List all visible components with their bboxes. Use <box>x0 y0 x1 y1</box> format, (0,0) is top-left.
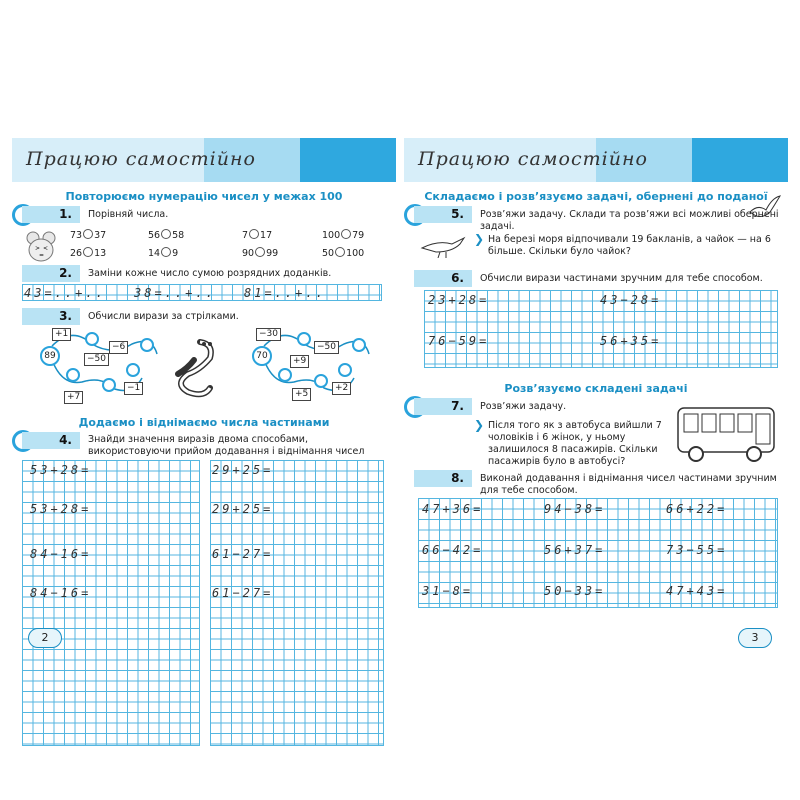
chain-start: 70 <box>252 346 272 366</box>
task-text: Обчисли вирази частинами зручним для тебе способом. <box>480 273 763 284</box>
handwritten-expr: 61−27= <box>212 547 274 561</box>
chevron-right-icon: ❯ <box>474 418 485 432</box>
chain-op: −6 <box>109 341 128 354</box>
chain-blank[interactable] <box>338 363 352 377</box>
page-number: 2 <box>28 628 62 648</box>
task-number: 2. <box>22 265 80 282</box>
chain-blank[interactable] <box>278 368 292 382</box>
task-number: 8. <box>414 470 472 487</box>
task-number: 4. <box>22 432 80 449</box>
handwritten-expr: 56+37= <box>544 543 606 557</box>
problem-text: Після того як з автобуса вийшли 7 чоловіків і 6 жінок, у ньому залишилося 8 пасажирів. Скільки пасажирів було в автобусі? <box>488 420 662 467</box>
compare-item: 100 79 <box>322 230 365 241</box>
chain-op: −30 <box>256 328 281 341</box>
section-title: Додаємо і віднімаємо числа частинами <box>78 416 330 429</box>
left-page <box>12 138 396 658</box>
bus-icon <box>674 402 778 464</box>
handwritten-expr: 56+35= <box>600 334 662 348</box>
handwritten-expr: 53+28= <box>30 463 92 477</box>
compare-item: 50 100 <box>322 248 365 259</box>
chain-op: −50 <box>84 353 109 366</box>
task-text: Обчисли вирази за стрілками. <box>88 311 239 322</box>
task-number: 1. <box>22 206 80 223</box>
compare-circle[interactable] <box>161 247 171 257</box>
handwritten-expr: 47+43= <box>666 584 728 598</box>
chain-op: −50 <box>314 341 339 354</box>
svg-text:<: < <box>43 245 49 252</box>
handwritten-expr: 38=..+.. <box>134 286 216 300</box>
chain-start: 89 <box>40 346 60 366</box>
chain-op: −1 <box>124 382 143 395</box>
task-text: Виконай додавання і віднімання чисел частинами зручним для тебе способом. <box>480 473 777 496</box>
task-number: 7. <box>414 398 472 415</box>
chain-op: +9 <box>290 355 309 368</box>
compare-circle[interactable] <box>335 247 345 257</box>
compare-item: 26 13 <box>70 248 107 259</box>
compare-circle[interactable] <box>341 229 351 239</box>
task-text: Розв’яжи задачу. <box>480 401 567 412</box>
chain-blank[interactable] <box>66 368 80 382</box>
handwritten-expr: 81=..+.. <box>244 286 326 300</box>
chain-op: +1 <box>52 328 71 341</box>
chain-op: +2 <box>332 382 351 395</box>
handwritten-expr: 31−8= <box>422 584 474 598</box>
handwritten-expr: 50−33= <box>544 584 606 598</box>
section-title: Повторюємо нумерацію чисел у межах 100 <box>65 190 343 203</box>
page-number: 3 <box>738 628 772 648</box>
cormorant-icon <box>418 232 470 258</box>
chain-blank[interactable] <box>85 332 99 346</box>
chain-op: +7 <box>64 391 83 404</box>
task-text: Розв’яжи задачу. Склади та розв’яжи всі можливі обернені задачі. <box>480 209 779 232</box>
chevron-right-icon: ❯ <box>474 232 485 246</box>
chain-op: +5 <box>292 388 311 401</box>
handwritten-expr: 43=..+.. <box>24 286 106 300</box>
right-header <box>404 138 788 182</box>
compare-circle[interactable] <box>249 229 259 239</box>
svg-text:>: > <box>35 245 41 252</box>
handwritten-expr: 61−27= <box>212 586 274 600</box>
task-number: 3. <box>22 308 80 325</box>
compare-circle[interactable] <box>83 229 93 239</box>
handwritten-expr: 29+25= <box>212 502 274 516</box>
section-title: Розв’язуємо складені задачі <box>504 382 688 395</box>
chain-blank[interactable] <box>314 374 328 388</box>
compare-item: 90 99 <box>242 248 279 259</box>
handwritten-expr: 84−16= <box>30 547 92 561</box>
compare-item: 73 37 <box>70 230 107 241</box>
handwritten-expr: 23+28= <box>428 293 490 307</box>
problem-text: На березі моря відпочивали 19 бакланів, а чайок — на 6 більше. Скільки було чайок? <box>488 234 771 257</box>
chain-blank[interactable] <box>297 332 311 346</box>
chain-blank[interactable] <box>140 338 154 352</box>
handwritten-expr: 66+22= <box>666 502 728 516</box>
right-page <box>404 138 788 658</box>
handwritten-expr: 73−55= <box>666 543 728 557</box>
handwritten-expr: 29+25= <box>212 463 274 477</box>
compare-circle[interactable] <box>83 247 93 257</box>
compare-item: 14 9 <box>148 248 179 259</box>
task-number: 5. <box>414 206 472 223</box>
handwritten-expr: 47+36= <box>422 502 484 516</box>
handwritten-expr: 76−59= <box>428 334 490 348</box>
svg-text:=: = <box>39 252 45 259</box>
header-title: Працюю самостійно <box>418 148 648 170</box>
task-number: 6. <box>414 270 472 287</box>
left-header <box>12 138 396 182</box>
snake-icon <box>170 334 226 406</box>
handwritten-expr: 53+28= <box>30 502 92 516</box>
chain-blank[interactable] <box>102 378 116 392</box>
header-title: Працюю самостійно <box>26 148 256 170</box>
handwritten-expr: 66−42= <box>422 543 484 557</box>
section-title: Складаємо і розв’язуємо задачі, обернені до поданої <box>424 190 768 203</box>
chain-blank[interactable] <box>126 363 140 377</box>
compare-item: 56 58 <box>148 230 185 241</box>
compare-circle[interactable] <box>161 229 171 239</box>
task-text: Знайди значення виразів двома способами, використовуючи прийом додавання і віднімання чисел <box>88 434 365 457</box>
task-text: Порівняй числа. <box>88 209 169 220</box>
handwritten-expr: 43−28= <box>600 293 662 307</box>
chain-blank[interactable] <box>352 338 366 352</box>
handwritten-expr: 94−38= <box>544 502 606 516</box>
compare-item: 7 17 <box>242 230 273 241</box>
handwritten-expr: 84−16= <box>30 586 92 600</box>
compare-circle[interactable] <box>255 247 265 257</box>
mouse-icon <box>24 230 58 264</box>
task-text: Заміни кожне число сумою розрядних доданків. <box>88 268 332 279</box>
